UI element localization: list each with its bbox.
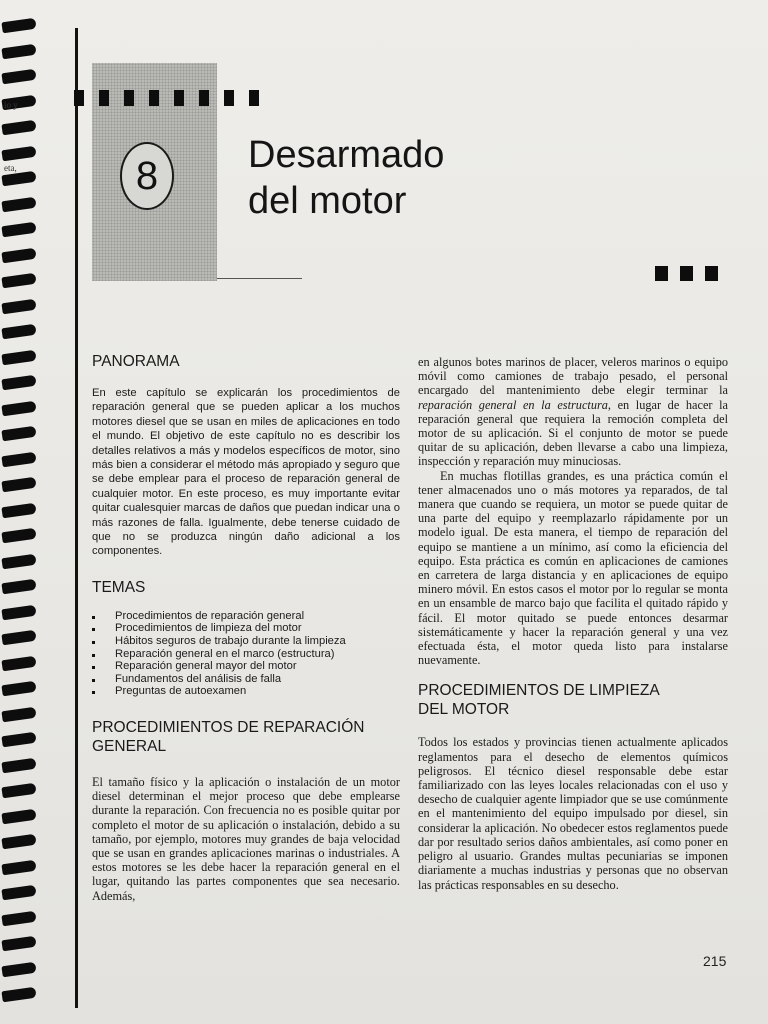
margin-rule [75, 28, 78, 1008]
spiral-loop [1, 732, 36, 748]
chapter-title-line-2: del motor [248, 180, 407, 222]
panorama-heading: PANORAMA [92, 353, 180, 370]
temas-item: Procedimientos de reparación general [92, 610, 400, 623]
reparacion-heading-line-1: PROCEDIMIENTOS DE REPARACIÓN [92, 719, 365, 737]
spiral-loop [1, 375, 36, 391]
spiral-loop [1, 120, 36, 136]
margin-note-2: eta, [4, 163, 17, 173]
limpieza-heading-line-2: DEL MOTOR [418, 701, 510, 719]
spiral-loop [1, 400, 36, 416]
spiral-loop [1, 783, 36, 799]
spiral-loop [1, 859, 36, 875]
spiral-loop [1, 222, 36, 238]
spiral-loop [1, 273, 36, 289]
spiral-loop [1, 324, 36, 340]
left-column [92, 352, 400, 903]
spiral-loop [1, 910, 36, 926]
spiral-loop [1, 579, 36, 595]
spiral-loop [1, 502, 36, 518]
spiral-loop [1, 553, 36, 569]
spiral-loop [1, 247, 36, 263]
reparacion-heading [92, 718, 400, 756]
reparacion-continued [418, 355, 728, 469]
temas-list [92, 610, 400, 698]
temas-item: Procedimientos de limpieza del motor [92, 622, 400, 635]
title-rule [217, 278, 302, 279]
limpieza-heading [418, 681, 728, 719]
spiral-loop [1, 69, 36, 85]
chapter-number: 8 [120, 142, 174, 210]
spiral-loop [1, 757, 36, 773]
spiral-loop [1, 885, 36, 901]
temas-item: Preguntas de autoexamen [92, 685, 400, 698]
spiral-loop [1, 528, 36, 544]
spiral-loop [1, 808, 36, 824]
spiral-loop [1, 171, 36, 187]
spiral-loop [1, 426, 36, 442]
spiral-loop [1, 18, 36, 34]
reparacion-continued-pre: en algunos botes marinos de placer, veleros marinos o equipo móvil como camiones de trabajo pesado, el personal encargado del mantenimiento debe elegir terminar la [418, 355, 728, 398]
panorama-text: En este capítulo se explicarán los procedimientos de reparación general que se pueden aplicar a los muchos motores diesel que se usan en miles de aplicaciones en todo el mundo. El objetivo de este capítulo no es describir los detalles relativos a más y modelos específicos de motor, sino más bien a considerar el método más apropiado y seguro que se debe emplear para el proceso de reparación general de cualquier motor. En este proceso, es muy importante evitar quitar cualesquier marcas de daños que puedan indicar una o más razones de falla. Igualmente, debe tenerse cuidado de que no se produzca ningún daño adicional a los componentes. [92, 387, 400, 558]
reparacion-continued-italic: reparación general en la estructura [418, 397, 608, 412]
spiral-loop [1, 298, 36, 314]
spiral-loop [1, 451, 36, 467]
spiral-loop [1, 834, 36, 850]
reparacion-heading-line-2: GENERAL [92, 738, 167, 756]
spiral-loop [1, 961, 36, 977]
spiral-loop [1, 349, 36, 365]
temas-item: Fundamentos del análisis de falla [92, 673, 400, 686]
spiral-loop [1, 630, 36, 646]
spiral-loop [1, 477, 36, 493]
decorative-squares-right [655, 266, 718, 281]
temas-item: Hábitos seguros de trabajo durante la limpieza [92, 635, 400, 648]
decorative-squares-top [74, 90, 259, 106]
spiral-loop [1, 936, 36, 952]
spiral-loop [1, 43, 36, 59]
right-column [418, 355, 728, 892]
margin-note-1: io y [4, 100, 18, 110]
spiral-loop [1, 987, 36, 1003]
spiral-loop [1, 681, 36, 697]
spiral-loop [1, 655, 36, 671]
temas-heading: TEMAS [92, 578, 146, 596]
page-number: 215 [703, 953, 727, 969]
temas-item: Reparación general mayor del motor [92, 660, 400, 673]
limpieza-heading-line-1: PROCEDIMIENTOS DE LIMPIEZA [418, 682, 660, 700]
spiral-loop [1, 145, 36, 161]
chapter-title [248, 132, 444, 224]
reparacion-text: El tamaño físico y la aplicación o instalación de un motor diesel determinan el mejor proceso que debe emplearse durante la reparación. Con frecuencia no es posible quitar por completo el motor de su aplicación o instalación, debido a su tamaño, por ejemplo, motores muy grandes de baja velocidad que se usan en grandes aplicaciones marinas o industriales. A estos motores se les debe hacer la reparación general en el lugar, quitando las partes componentes que sea necesario. Además, [92, 775, 400, 903]
reparacion-paragraph-2: En muchas flotillas grandes, es una práctica común el tener almacenados uno o más motores ya reparados, de tal manera que cuando se requiera, un motor se puede quitar de una parte del equipo y reemplazarlo rápidamente por un modelo igual. De esta manera, el tiempo de reparación del equipo se mantiene a un mínimo, así como la eficiencia del equipo. Esta práctica es común en aplicaciones de camiones en carretera de larga distancia y en aplicaciones de equipo minero móvil. En estos casos el motor por lo regular se monta en un ensamble de marco bajo que facilita el quitado rápido y fácil. El motor quitado se puede entonces desarmar sistemáticamente y hacer la reparación general y una vez efectuada ésta, el motor queda listo para instalarse nuevamente. [418, 468, 728, 668]
temas-item: Reparación general en el marco (estructura) [92, 648, 400, 661]
limpieza-text: Todos los estados y provincias tienen actualmente aplicados reglamentos para el desecho de elementos químicos peligrosos. El técnico diesel responsable debe estar familiarizado con las leyes locales relacionadas con el uso y desecho de cualquier agente limpiador que se use comúnmente en el mantenimiento del equipo impulsado por diesel, sin considerar la aplicación. No obedecer estos reglamentos puede dar por resultado serios daños ambientales, así como poner en peligro al usuario. Grandes multas pecuniarias se imponen diariamente a muchas industrias y personas que no observan las prácticas responsables en su desecho. [418, 735, 728, 892]
chapter-title-line-1: Desarmado [248, 134, 445, 176]
spiral-loop [1, 604, 36, 620]
spiral-loop [1, 196, 36, 212]
reparacion-continued-post: , en lugar de hacer la reparación general que requiera la remoción completa del motor de su aplicación. Si el conjunto de motor se puede quitar de su aplicación, deben llevarse a cabo una limpieza, inspección y reparación muy minuciosas. [418, 397, 728, 469]
spiral-loop [1, 706, 36, 722]
